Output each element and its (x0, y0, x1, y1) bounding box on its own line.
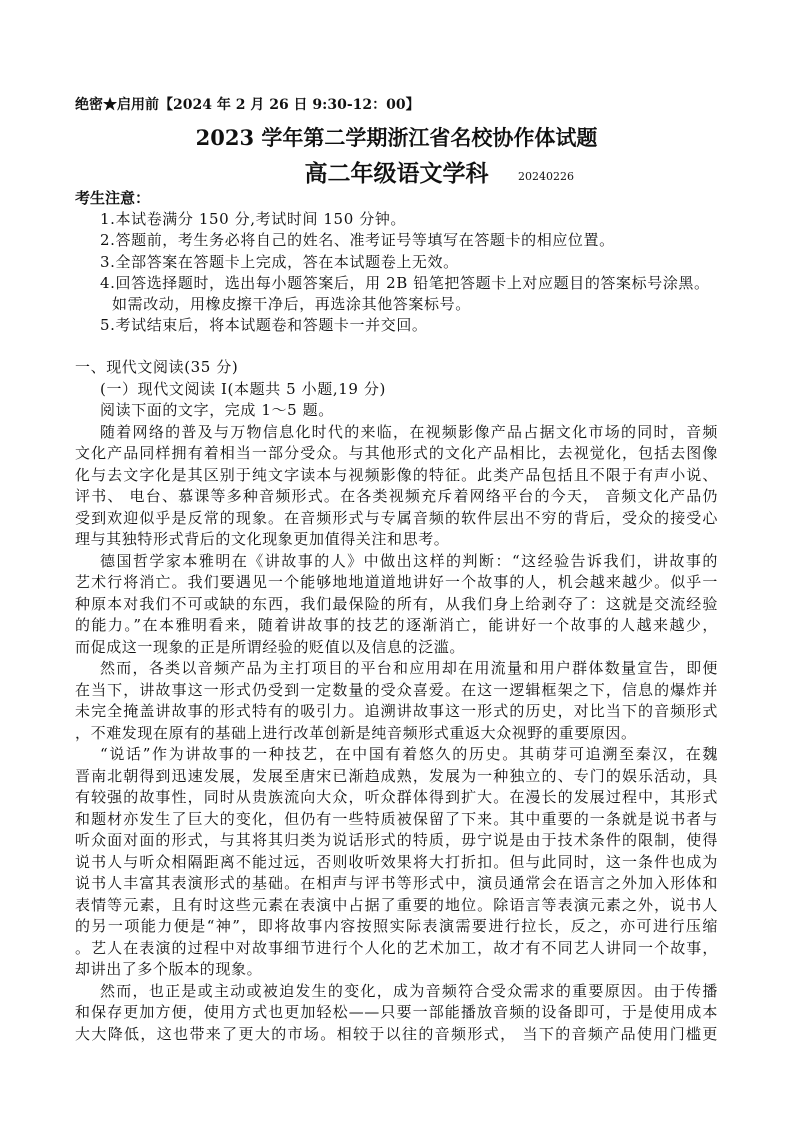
passage-line: 化与去文字化是其区别于纯文字读本与视频影像的特征。此类产品包括且不限于有声小说、 (75, 465, 718, 484)
notice-item-continuation: 如需改动，用橡皮擦干净后，再选涂其他答案标号。 (112, 295, 471, 314)
passage-line: 而促成这一现象的正是所谓经验的贬值以及信息的泛滥。 (75, 637, 466, 656)
notice-item: 2.答题前，考生务必将自己的姓名、准考证号等填写在答题卡的相应位置。 (100, 231, 615, 250)
passage-line: 艺术行将消亡。我们要遇见一个能够地地道道地讲好一个故事的人，机会越来越少。似乎一 (75, 573, 718, 592)
passage-line: 然而，也正是或主动或被迫发生的变化，成为音频符合受众需求的重要原因。由于传播 (100, 981, 718, 1000)
passage-line: 听众面对面的形式，与其将其归类为说话形式的特质，毋宁说是由于技术条件的限制，使得 (75, 831, 718, 850)
passage-line: 和保存更加方便，使用方式也更加轻松——只要一部能播放音频的设备即可，于是使用成本 (75, 1003, 718, 1022)
section-heading: 一、现代文阅读(35 分) (75, 358, 239, 377)
notice-item: 1.本试卷满分 150 分,考试时间 150 分钟。 (100, 210, 407, 229)
passage-line: 有较强的故事性，同时从贵族流向大众，听众群体得到扩大。在漫长的发展过程中，其形式 (75, 788, 718, 807)
date-code: 20240226 (518, 170, 574, 183)
passage-line: 的另一项能力便是“神”，即将故事内容按照实际表演需要进行拉长，反之，亦可进行压缩 (75, 917, 718, 936)
passage-line: 却讲出了多个版本的现象。 (75, 960, 263, 979)
exam-subtitle: 高二年级语文学科 (304, 160, 489, 187)
passage-paragraph (75, 744, 718, 981)
notice-item: 4.回答选择题时，选出每小题答案后，用 2B 铅笔把答题卡上对应题目的答案标号涂黑。 (100, 273, 710, 292)
passage-line: “说话”作为讲故事的一种技艺，在中国有着悠久的历史。其萌芽可追溯至秦汉，在魏 (100, 745, 718, 764)
passage-line: 和题材亦发生了巨大的变化，但仍有一些特质被保留了下来。其中重要的一条就是说书者与 (75, 809, 718, 828)
passage-line: 大大降低，这也带来了更大的市场。相较于以往的音频形式， 当下的音频产品使用门槛更 (75, 1024, 718, 1043)
section-instruction: 阅读下面的文字，完成 1～5 题。 (100, 401, 334, 420)
passage-line: 文化产品同样拥有着相当一部分受众。与其他形式的文化产品相比，去视觉化，包括去图像 (75, 444, 718, 463)
passage-line: 表情等元素，且有时这些元素在表演中占据了重要的地位。除语言等表演元素之外，说书人 (75, 895, 718, 914)
passage-line: 晋南北朝得到迅速发展，发展至唐宋已渐趋成熟，发展为一种独立的、专门的娱乐活动，具 (75, 766, 718, 785)
passage-line: ，不难发现在原有的基础上进行改革创新是纯音频形式重返大众视野的重要原因。 (75, 723, 637, 742)
passage-line: 在当下，讲故事这一形式仍受到一定数量的受众喜爱。在这一逻辑框架之下，信息的爆炸并 (75, 680, 718, 699)
notice-item: 5.考试结束后，将本试题卷和答题卡一并交回。 (100, 316, 428, 335)
passage-line: 。艺人在表演的过程中对故事细节进行个人化的艺术加工，故才有不同艺人讲同一个故事， (75, 938, 718, 957)
passage-paragraph (75, 658, 718, 744)
passage-line: 评书、 电台、慕课等多种音频形式。在各类视频充斥着网络平台的今天， 音频文化产品仍 (75, 487, 718, 506)
notice-heading: 考生注意： (75, 189, 151, 207)
passage-line: 理与其独特形式背后的文化现象更加值得关注和思考。 (75, 530, 450, 549)
passage-line: 说书人丰富其表演形式的基础。在相声与评书等形式中，演员通常会在语言之外加入形体和 (75, 874, 718, 893)
passage-line: 种原本对我们不可或缺的东西，我们最保险的所有，从我们身上给剥夺了：这就是交流经验 (75, 594, 718, 613)
passage-line: 的能力。”在本雅明看来，随着讲故事的技艺的逐渐消亡，能讲好一个故事的人越来越少， (75, 616, 718, 635)
passage-line: 受到欢迎似乎是反常的现象。在音频形式与专属音频的软件层出不穷的背后，受众的接受心 (75, 508, 718, 527)
candidate-notice (75, 188, 718, 336)
confidential-notice: 绝密★启用前【2024 年 2 月 26 日 9:30-12：00】 (75, 97, 420, 113)
subtitle-row (75, 161, 718, 187)
notice-item: 3.全部答案在答题卡上完成，答在本试题卷上无效。 (100, 252, 459, 271)
exam-title: 2023 学年第二学期浙江省名校协作体试题 (195, 125, 598, 150)
reading-section (75, 357, 718, 1045)
passage-line: 然而，各类以音频产品为主打项目的平台和应用却在用流量和用户群体数量宣告，即便 (100, 659, 718, 678)
passage-paragraph (75, 551, 718, 659)
passage-line: 未完全掩盖讲故事的形式特有的吸引力。追溯讲故事这一形式的历史，对比当下的音频形式 (75, 702, 718, 721)
passage-line: 说书人与听众相隔距离不能过远，否则收听效果将大打折扣。但与此同时，这一条件也成为 (75, 852, 718, 871)
passage-line: 德国哲学家本雅明在《讲故事的人》中做出这样的判断：“这经验告诉我们，讲故事的 (100, 551, 718, 570)
passage-paragraph (75, 422, 718, 551)
section-subheading: (一）现代文阅读 I(本题共 5 小题,19 分) (100, 379, 386, 398)
passage-paragraph (75, 981, 718, 1046)
passage-line: 随着网络的普及与万物信息化时代的来临，在视频影像产品占据文化市场的同时，音频 (100, 422, 718, 441)
